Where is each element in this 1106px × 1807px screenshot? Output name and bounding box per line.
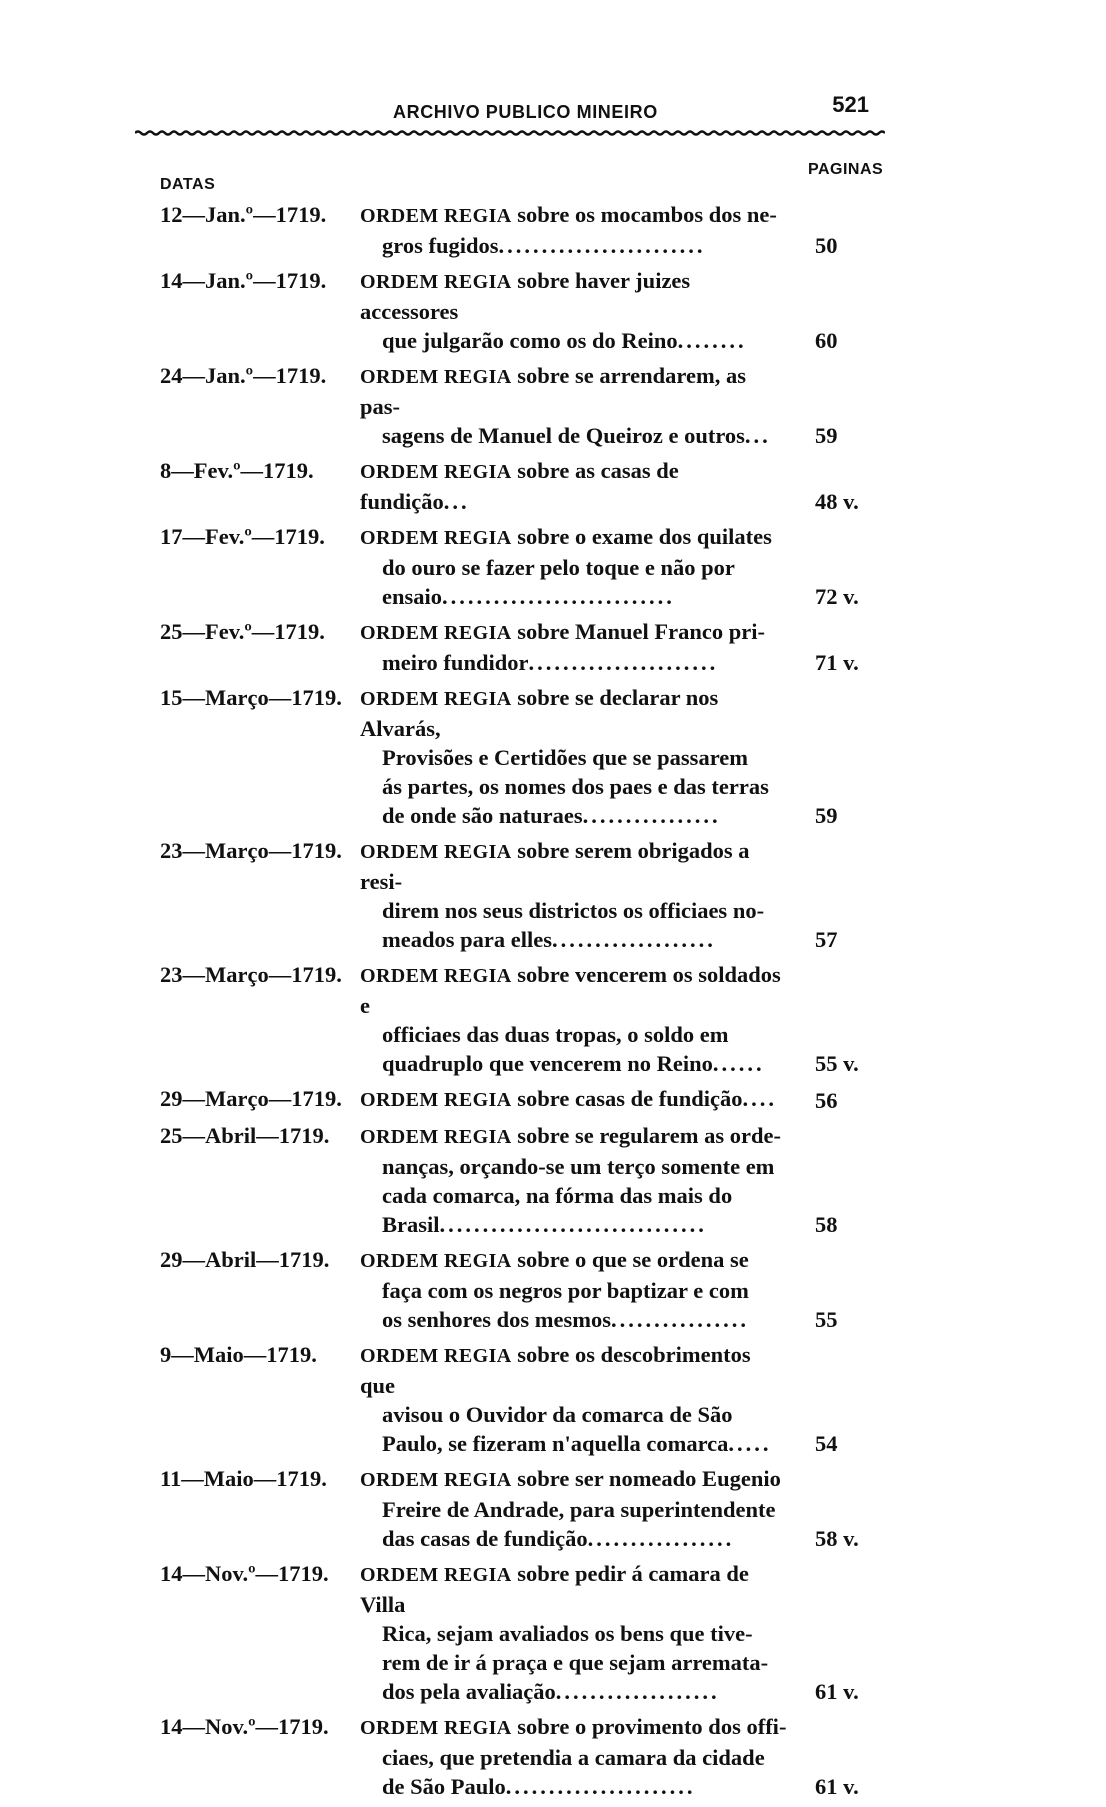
entry-keyword: ORDEM REGIA — [360, 841, 512, 863]
entry-text-line — [360, 1276, 790, 1305]
entry-text-first-line: sobre Manuel Franco pri- — [517, 619, 765, 644]
page-number: 521 — [832, 92, 869, 117]
entry-date: 24—Jan.º—1719. — [160, 363, 327, 388]
entry-text: dos pela avaliação — [382, 1679, 556, 1704]
entry-text-first-line: sobre se declarar nos Alvarás, — [360, 685, 719, 741]
entry-text-line — [360, 1772, 790, 1801]
entry-text-line — [360, 231, 790, 260]
entry-page-number: 61 v. — [815, 1679, 859, 1704]
entry-text-first-line: sobre o provimento dos offi- — [517, 1714, 787, 1739]
entry-text-line — [360, 1648, 790, 1677]
entry-keyword: ORDEM REGIA — [360, 1250, 512, 1272]
entry-text-line — [360, 553, 790, 582]
leader-dots: ........................... — [442, 584, 675, 609]
entry-text-line — [360, 801, 790, 830]
entry-description — [360, 266, 790, 355]
entry-description — [360, 683, 790, 830]
entry-date: 9—Maio—1719. — [160, 1342, 317, 1367]
entry-description — [360, 1464, 790, 1553]
entry-date: 15—Março—1719. — [160, 685, 342, 710]
leader-dots: ... — [443, 489, 470, 514]
entry-keyword: ORDEM REGIA — [360, 1717, 512, 1739]
entry-date: 17—Fev.º—1719. — [160, 524, 325, 549]
entry-description — [360, 456, 790, 516]
entry-text-line — [360, 1152, 790, 1181]
entry-keyword: ORDEM REGIA — [360, 1126, 512, 1148]
entry-page-number: 55 v. — [815, 1051, 859, 1076]
leader-dots: .... — [742, 1086, 777, 1111]
list-item — [160, 1245, 920, 1334]
entry-date: 29—Abril—1719. — [160, 1247, 330, 1272]
list-item — [160, 1464, 920, 1553]
entry-description — [360, 1121, 790, 1239]
entry-text: rem de ir á praça e que sejam arremata- — [382, 1650, 769, 1675]
entry-page-number: 60 — [815, 328, 838, 353]
entry-description — [360, 1245, 790, 1334]
pages-column-header: PAGINAS — [808, 161, 884, 178]
entry-text: Paulo, se fizeram n'aquella comarca — [382, 1431, 729, 1456]
entry-text: faça com os negros por baptizar e com — [382, 1278, 749, 1303]
leader-dots: ................... — [551, 927, 716, 952]
entry-text-line — [360, 326, 790, 355]
entry-keyword: ORDEM REGIA — [360, 1089, 512, 1111]
leader-dots: ...................... — [528, 650, 719, 675]
leader-dots: ...... — [712, 1051, 765, 1076]
entry-text: quadruplo que vencerem no Reino — [382, 1051, 713, 1076]
list-item — [160, 266, 920, 355]
entry-text-first-line: sobre casas de fundição — [517, 1086, 743, 1111]
entry-text-first-line: sobre o que se ordena se — [517, 1247, 749, 1272]
list-item — [160, 836, 920, 954]
entry-text: de São Paulo — [382, 1774, 506, 1799]
entry-text: cada comarca, na fórma das mais do — [382, 1183, 733, 1208]
entry-text-first-line: sobre haver juizes accessores — [360, 268, 691, 324]
entry-text-line — [360, 1210, 790, 1239]
entry-description — [360, 1340, 790, 1458]
entry-date: 25—Abril—1719. — [160, 1123, 330, 1148]
entry-page-number: 50 — [815, 233, 838, 258]
entry-text-line — [360, 1400, 790, 1429]
leader-dots: ........................ — [498, 233, 706, 258]
entry-date: 8—Fev.º—1719. — [160, 458, 314, 483]
entry-page-number: 55 — [815, 1307, 838, 1332]
entry-description — [360, 522, 790, 611]
entry-keyword: ORDEM REGIA — [360, 461, 512, 483]
entries-list — [160, 200, 920, 1807]
entry-text-line — [360, 743, 790, 772]
entry-spacer — [160, 1801, 920, 1807]
entry-description — [360, 617, 790, 677]
running-head — [135, 92, 897, 132]
entry-date: 14—Nov.º—1719. — [160, 1714, 329, 1739]
entry-text: direm nos seus districtos os officiaes no- — [382, 898, 765, 923]
leader-dots: ... — [744, 423, 771, 448]
list-item — [160, 1712, 920, 1801]
entry-keyword: ORDEM REGIA — [360, 271, 512, 293]
entry-text-line — [360, 421, 790, 450]
list-item — [160, 1084, 920, 1115]
entry-page-number: 58 v. — [815, 1526, 859, 1551]
entry-text: que julgarão como os do Reino — [382, 328, 678, 353]
list-item — [160, 361, 920, 450]
entry-description — [360, 1559, 790, 1706]
entry-text-first-line: sobre serem obrigados a resi- — [360, 838, 750, 894]
entry-page-number: 72 v. — [815, 584, 859, 609]
entry-text-line — [360, 1619, 790, 1648]
entry-date: 12—Jan.º—1719. — [160, 202, 327, 227]
entry-text-line — [360, 925, 790, 954]
entry-keyword: ORDEM REGIA — [360, 366, 512, 388]
leader-dots: ...................... — [505, 1774, 696, 1799]
entry-date: 23—Março—1719. — [160, 962, 342, 987]
entry-page-number: 71 v. — [815, 650, 859, 675]
leader-dots: ................. — [587, 1526, 735, 1551]
entry-text-line — [360, 1305, 790, 1334]
entry-description — [360, 960, 790, 1078]
entry-text: Rica, sejam avaliados os bens que tive- — [382, 1621, 753, 1646]
header-rule — [135, 130, 885, 136]
entry-page-number: 54 — [815, 1431, 838, 1456]
entry-text: ciaes, que pretendia a camara da cidade — [382, 1745, 765, 1770]
entry-text: officiaes das duas tropas, o soldo em — [382, 1022, 729, 1047]
entry-text-first-line: sobre se arrendarem, as pas- — [360, 363, 746, 419]
list-item — [160, 456, 920, 516]
entry-date: 14—Nov.º—1719. — [160, 1561, 329, 1586]
entry-text-first-line: sobre as casas de fundição — [360, 458, 679, 514]
entry-text-first-line: sobre se regularem as orde- — [517, 1123, 781, 1148]
entry-keyword: ORDEM REGIA — [360, 965, 512, 987]
running-title: ARCHIVO PUBLICO MINEIRO — [393, 102, 658, 122]
list-item — [160, 200, 920, 260]
list-item — [160, 1340, 920, 1458]
list-item — [160, 960, 920, 1078]
leader-dots: ..... — [728, 1431, 772, 1456]
entry-date: 23—Março—1719. — [160, 838, 342, 863]
entry-keyword: ORDEM REGIA — [360, 622, 512, 644]
entry-keyword: ORDEM REGIA — [360, 1345, 512, 1367]
entry-text-line — [360, 582, 790, 611]
entry-text: nanças, orçando-se um terço somente em — [382, 1154, 775, 1179]
entry-text-line — [360, 1524, 790, 1553]
entry-text: gros fugidos — [382, 233, 499, 258]
entry-date: 29—Março—1719. — [160, 1086, 342, 1111]
leader-dots: ............................... — [439, 1212, 707, 1237]
entry-text-line — [360, 896, 790, 925]
entry-keyword: ORDEM REGIA — [360, 1564, 512, 1586]
entry-text: Brasil — [382, 1212, 440, 1237]
entry-text-line — [360, 1429, 790, 1458]
list-item — [160, 1559, 920, 1706]
entry-description — [360, 836, 790, 954]
entry-text: de onde são naturaes — [382, 803, 583, 828]
leader-dots: ........ — [677, 328, 747, 353]
entry-text-first-line: sobre ser nomeado Eugenio — [517, 1466, 781, 1491]
entry-text: avisou o Ouvidor da comarca de São — [382, 1402, 733, 1427]
entry-text: Freire de Andrade, para superintendente — [382, 1497, 776, 1522]
list-item — [160, 683, 920, 830]
list-item — [160, 522, 920, 611]
entry-text-line — [360, 1181, 790, 1210]
entry-keyword: ORDEM REGIA — [360, 1469, 512, 1491]
leader-dots: ................ — [582, 803, 721, 828]
entry-text: das casas de fundição — [382, 1526, 588, 1551]
entry-text-line — [360, 1049, 790, 1078]
entry-page-number: 56 — [815, 1088, 838, 1113]
entry-page-number: 59 — [815, 803, 838, 828]
entry-text: Provisões e Certidões que se passarem — [382, 745, 748, 770]
dates-column-header: DATAS — [160, 176, 216, 193]
entry-page-number: 48 v. — [815, 489, 859, 514]
entry-text-line — [360, 1495, 790, 1524]
list-item — [160, 617, 920, 677]
entry-text-line — [360, 648, 790, 677]
entry-page-number: 57 — [815, 927, 838, 952]
entry-page-number: 59 — [815, 423, 838, 448]
entry-text-line — [360, 1743, 790, 1772]
entry-date: 14—Jan.º—1719. — [160, 268, 327, 293]
entry-text: sagens de Manuel de Queiroz e outros — [382, 423, 745, 448]
entry-description — [360, 1084, 790, 1115]
entry-description — [360, 361, 790, 450]
entry-text-first-line: sobre pedir á camara de Villa — [360, 1561, 749, 1617]
entry-text: os senhores dos mesmos — [382, 1307, 611, 1332]
entry-date: 11—Maio—1719. — [160, 1466, 327, 1491]
entry-description — [360, 1712, 790, 1801]
entry-text: meados para elles — [382, 927, 552, 952]
leader-dots: ................... — [555, 1679, 720, 1704]
entry-text: ensaio — [382, 584, 443, 609]
entry-text-line — [360, 772, 790, 801]
entry-text-first-line: sobre os mocambos dos ne- — [517, 202, 777, 227]
leader-dots: ................ — [610, 1307, 749, 1332]
entry-page-number: 61 v. — [815, 1774, 859, 1799]
entry-description — [360, 200, 790, 260]
entry-text-first-line: sobre o exame dos quilates — [517, 524, 772, 549]
entry-date: 25—Fev.º—1719. — [160, 619, 325, 644]
entry-text-line — [360, 1020, 790, 1049]
entry-keyword: ORDEM REGIA — [360, 205, 512, 227]
entry-text-first-line: sobre vencerem os soldados e — [360, 962, 781, 1018]
entry-text: do ouro se fazer pelo toque e não por — [382, 555, 735, 580]
entry-text-first-line: sobre os descobrimentos que — [360, 1342, 751, 1398]
entry-text: meiro fundidor — [382, 650, 529, 675]
list-item — [160, 1121, 920, 1239]
entry-keyword: ORDEM REGIA — [360, 527, 512, 549]
entry-text: ás partes, os nomes dos paes e das terras — [382, 774, 769, 799]
entry-text-line — [360, 1677, 790, 1706]
entry-page-number: 58 — [815, 1212, 838, 1237]
entry-keyword: ORDEM REGIA — [360, 688, 512, 710]
